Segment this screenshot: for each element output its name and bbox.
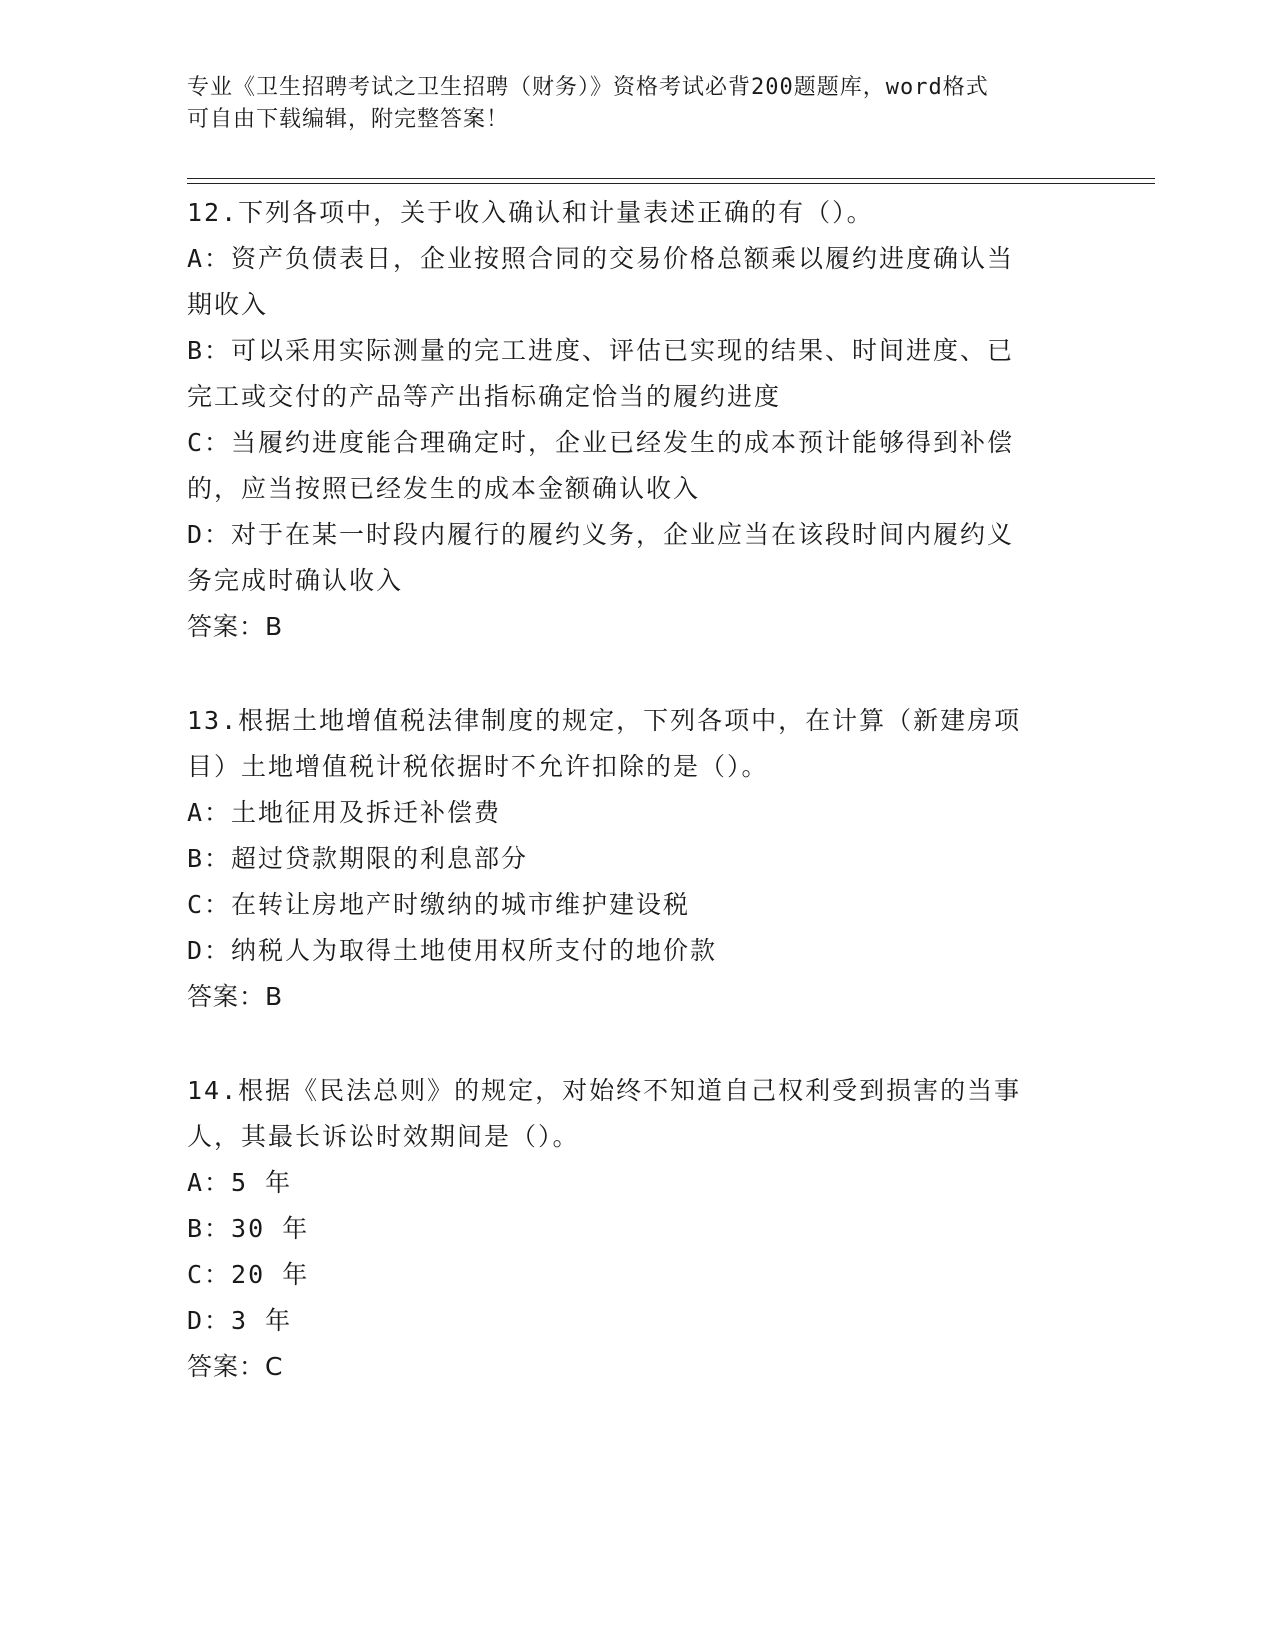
question-stem: 12.下列各项中，关于收入确认和计量表述正确的有（）。 <box>187 198 874 227</box>
option-text: C：当履约进度能合理确定时，企业已经发生的成本预计能够得到补偿 <box>187 428 1015 457</box>
header-divider-bottom <box>187 183 1155 184</box>
answer-label: 答案：C <box>187 1352 284 1381</box>
option-a: A：土地征用及拆迁补偿费 <box>187 798 502 827</box>
header-line-2: 可自由下载编辑，附完整答案！ <box>187 107 510 132</box>
question-stem: 13.根据土地增值税法律制度的规定，下列各项中，在计算（新建房项 <box>187 706 1022 735</box>
option-text: 的，应当按照已经发生的成本金额确认收入 <box>187 474 701 503</box>
option-text: 完工或交付的产品等产出指标确定恰当的履约进度 <box>187 382 782 411</box>
option-text: D：对于在某一时段内履行的履约义务，企业应当在该段时间内履约义 <box>187 520 1015 549</box>
header-line-1: 专业《卫生招聘考试之卫生招聘（财务）》资格考试必背200题题库，word格式 <box>187 75 989 100</box>
option-d: D：纳税人为取得土地使用权所支付的地价款 <box>187 936 718 965</box>
answer-label: 答案：B <box>187 982 284 1011</box>
option-text: A：资产负债表日，企业按照合同的交易价格总额乘以履约进度确认当 <box>187 244 1015 273</box>
option-d: D：3 年 <box>187 1306 293 1335</box>
option-b: B：30 年 <box>187 1214 310 1243</box>
option-text: 期收入 <box>187 290 269 319</box>
option-text: B：可以采用实际测量的完工进度、评估已实现的结果、时间进度、已 <box>187 336 1015 365</box>
question-12 <box>187 190 1087 650</box>
option-b <box>187 328 1087 420</box>
question-stem: 14.根据《民法总则》的规定，对始终不知道自己权利受到损害的当事 <box>187 1076 1022 1105</box>
answer-label: 答案：B <box>187 612 284 641</box>
option-c: C：在转让房地产时缴纳的城市维护建设税 <box>187 890 691 919</box>
question-stem: 人，其最长诉讼时效期间是（）。 <box>187 1122 580 1151</box>
header-divider-top <box>187 178 1155 179</box>
option-d <box>187 512 1087 604</box>
document-header <box>187 72 1067 136</box>
option-b: B：超过贷款期限的利息部分 <box>187 844 529 873</box>
question-stem: 目）土地增值税计税依据时不允许扣除的是（）。 <box>187 752 769 781</box>
option-c <box>187 420 1087 512</box>
option-a <box>187 236 1087 328</box>
option-text: 务完成时确认收入 <box>187 566 404 595</box>
option-a: A：5 年 <box>187 1168 293 1197</box>
question-list <box>187 190 1087 1438</box>
question-14 <box>187 1068 1087 1390</box>
option-c: C：20 年 <box>187 1260 310 1289</box>
question-13 <box>187 698 1087 1020</box>
